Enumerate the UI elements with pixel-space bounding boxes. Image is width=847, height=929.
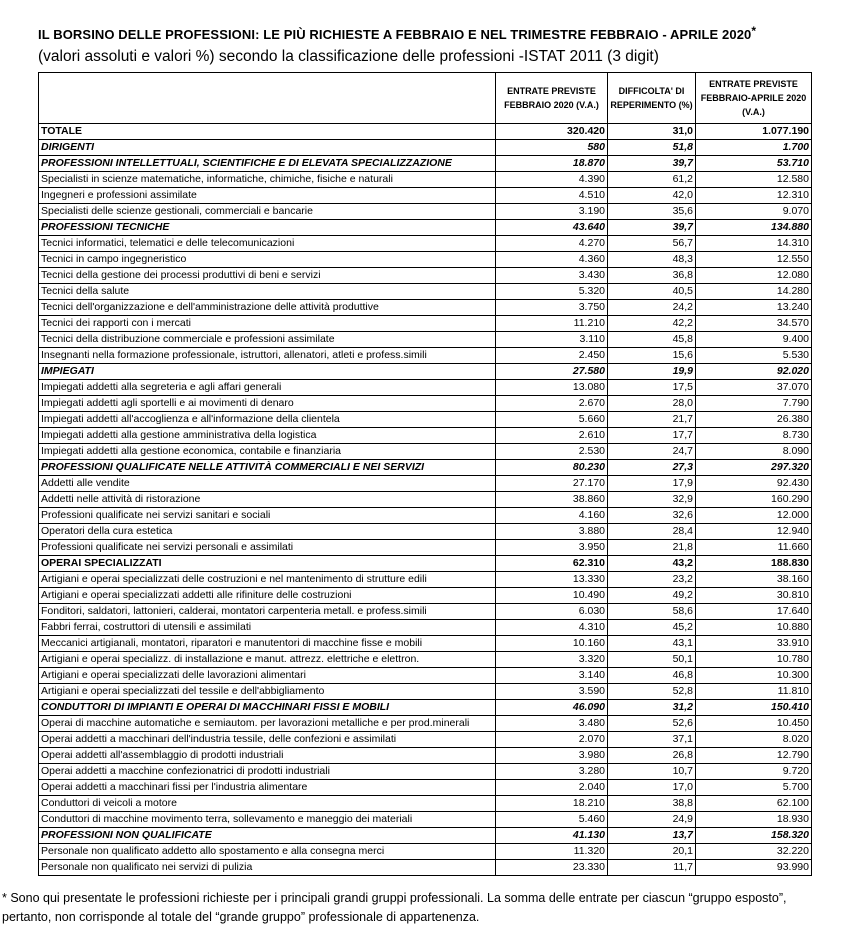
value-entrate-trimestre: 14.280	[696, 284, 812, 300]
value-entrate-febbraio: 38.860	[496, 492, 608, 508]
row-label: CONDUTTORI DI IMPIANTI E OPERAI DI MACCHINARI FISSI E MOBILI	[39, 700, 496, 716]
row-label: PROFESSIONI TECNICHE	[39, 220, 496, 236]
value-entrate-febbraio: 5.660	[496, 412, 608, 428]
value-entrate-febbraio: 3.280	[496, 764, 608, 780]
header-entrate-febbraio: ENTRATE PREVISTE FEBBRAIO 2020 (V.A.)	[496, 73, 608, 124]
value-entrate-febbraio: 11.210	[496, 316, 608, 332]
value-entrate-trimestre: 297.320	[696, 460, 812, 476]
value-difficolta: 38,8	[608, 796, 696, 812]
value-entrate-febbraio: 2.450	[496, 348, 608, 364]
row-label: Impiegati addetti alla gestione amministrativa della logistica	[39, 428, 496, 444]
value-entrate-febbraio: 4.390	[496, 172, 608, 188]
value-entrate-febbraio: 3.980	[496, 748, 608, 764]
table-row	[39, 588, 812, 604]
table-row	[39, 812, 812, 828]
value-entrate-trimestre: 12.080	[696, 268, 812, 284]
value-difficolta: 32,6	[608, 508, 696, 524]
table-row	[39, 252, 812, 268]
row-label: IMPIEGATI	[39, 364, 496, 380]
table-row	[39, 284, 812, 300]
value-difficolta: 17,9	[608, 476, 696, 492]
value-entrate-trimestre: 62.100	[696, 796, 812, 812]
value-entrate-trimestre: 33.910	[696, 636, 812, 652]
row-label: Specialisti in scienze matematiche, informatiche, chimiche, fisiche e naturali	[39, 172, 496, 188]
value-entrate-trimestre: 38.160	[696, 572, 812, 588]
table-row	[39, 204, 812, 220]
value-difficolta: 42,0	[608, 188, 696, 204]
value-difficolta: 23,2	[608, 572, 696, 588]
table-row	[39, 492, 812, 508]
table-row	[39, 412, 812, 428]
row-label: DIRIGENTI	[39, 140, 496, 156]
value-difficolta: 28,0	[608, 396, 696, 412]
value-entrate-febbraio: 580	[496, 140, 608, 156]
value-difficolta: 10,7	[608, 764, 696, 780]
value-entrate-trimestre: 14.310	[696, 236, 812, 252]
value-difficolta: 15,6	[608, 348, 696, 364]
value-entrate-trimestre: 37.070	[696, 380, 812, 396]
value-difficolta: 48,3	[608, 252, 696, 268]
row-label: Operai addetti a macchinari dell'industria tessile, delle confezioni e assimilati	[39, 732, 496, 748]
row-label: Artigiani e operai specializzati del tessile e dell'abbigliamento	[39, 684, 496, 700]
row-label: Addetti alle vendite	[39, 476, 496, 492]
value-entrate-febbraio: 23.330	[496, 860, 608, 876]
value-entrate-trimestre: 10.450	[696, 716, 812, 732]
value-entrate-febbraio: 2.040	[496, 780, 608, 796]
value-entrate-febbraio: 3.950	[496, 540, 608, 556]
value-entrate-trimestre: 134.880	[696, 220, 812, 236]
value-entrate-febbraio: 4.360	[496, 252, 608, 268]
value-entrate-febbraio: 6.030	[496, 604, 608, 620]
value-entrate-trimestre: 30.810	[696, 588, 812, 604]
value-difficolta: 51,8	[608, 140, 696, 156]
row-label: Addetti nelle attività di ristorazione	[39, 492, 496, 508]
table-row	[39, 172, 812, 188]
value-difficolta: 24,2	[608, 300, 696, 316]
value-difficolta: 40,5	[608, 284, 696, 300]
table-row	[39, 748, 812, 764]
table-row	[39, 844, 812, 860]
table-row	[39, 380, 812, 396]
value-entrate-febbraio: 4.310	[496, 620, 608, 636]
table-row	[39, 684, 812, 700]
row-label: TOTALE	[39, 124, 496, 140]
table-row	[39, 188, 812, 204]
value-entrate-trimestre: 92.430	[696, 476, 812, 492]
value-difficolta: 17,7	[608, 428, 696, 444]
value-entrate-febbraio: 18.870	[496, 156, 608, 172]
value-difficolta: 36,8	[608, 268, 696, 284]
row-label: Tecnici della salute	[39, 284, 496, 300]
value-entrate-febbraio: 3.190	[496, 204, 608, 220]
title-footnote-mark: *	[751, 24, 757, 38]
table-row	[39, 604, 812, 620]
table-row	[39, 636, 812, 652]
value-difficolta: 58,6	[608, 604, 696, 620]
value-difficolta: 31,0	[608, 124, 696, 140]
row-label: Impiegati addetti all'accoglienza e all'informazione della clientela	[39, 412, 496, 428]
row-label: OPERAI SPECIALIZZATI	[39, 556, 496, 572]
value-difficolta: 49,2	[608, 588, 696, 604]
value-entrate-trimestre: 188.830	[696, 556, 812, 572]
table-row	[39, 652, 812, 668]
value-difficolta: 39,7	[608, 220, 696, 236]
header-difficolta: DIFFICOLTA' DI REPERIMENTO (%)	[608, 73, 696, 124]
row-label: Insegnanti nella formazione professionale, istruttori, allenatori, atleti e profess.simili	[39, 348, 496, 364]
value-difficolta: 35,6	[608, 204, 696, 220]
row-label: Impiegati addetti agli sportelli e ai movimenti di denaro	[39, 396, 496, 412]
table-row	[39, 396, 812, 412]
row-label: Specialisti delle scienze gestionali, commerciali e bancarie	[39, 204, 496, 220]
table-row	[39, 828, 812, 844]
value-entrate-trimestre: 8.090	[696, 444, 812, 460]
table-row	[39, 364, 812, 380]
row-label: Impiegati addetti alla segreteria e agli affari generali	[39, 380, 496, 396]
value-entrate-febbraio: 27.170	[496, 476, 608, 492]
value-entrate-febbraio: 80.230	[496, 460, 608, 476]
table-row	[39, 668, 812, 684]
value-entrate-febbraio: 13.080	[496, 380, 608, 396]
table-row	[39, 156, 812, 172]
value-entrate-febbraio: 43.640	[496, 220, 608, 236]
title-text: IL BORSINO DELLE PROFESSIONI: LE PIÙ RICHIESTE A FEBBRAIO E NEL TRIMESTRE FEBBRAIO - APRILE 2020	[38, 27, 752, 42]
value-entrate-febbraio: 4.270	[496, 236, 608, 252]
row-label: Professioni qualificate nei servizi sanitari e sociali	[39, 508, 496, 524]
value-entrate-trimestre: 5.530	[696, 348, 812, 364]
value-entrate-febbraio: 3.750	[496, 300, 608, 316]
value-entrate-febbraio: 3.320	[496, 652, 608, 668]
value-entrate-trimestre: 26.380	[696, 412, 812, 428]
table-row	[39, 860, 812, 876]
value-entrate-trimestre: 8.020	[696, 732, 812, 748]
table-row	[39, 332, 812, 348]
value-entrate-febbraio: 3.140	[496, 668, 608, 684]
value-entrate-febbraio: 62.310	[496, 556, 608, 572]
value-entrate-trimestre: 32.220	[696, 844, 812, 860]
value-entrate-trimestre: 12.580	[696, 172, 812, 188]
value-difficolta: 13,7	[608, 828, 696, 844]
value-entrate-trimestre: 5.700	[696, 780, 812, 796]
value-entrate-trimestre: 12.940	[696, 524, 812, 540]
value-entrate-febbraio: 27.580	[496, 364, 608, 380]
value-entrate-trimestre: 12.790	[696, 748, 812, 764]
table-row	[39, 348, 812, 364]
value-difficolta: 52,6	[608, 716, 696, 732]
value-entrate-trimestre: 17.640	[696, 604, 812, 620]
table-row	[39, 140, 812, 156]
value-entrate-febbraio: 320.420	[496, 124, 608, 140]
value-difficolta: 43,2	[608, 556, 696, 572]
value-difficolta: 50,1	[608, 652, 696, 668]
value-entrate-trimestre: 9.720	[696, 764, 812, 780]
row-label: PROFESSIONI INTELLETTUALI, SCIENTIFICHE E DI ELEVATA SPECIALIZZAZIONE	[39, 156, 496, 172]
table-header-row	[39, 73, 812, 124]
table-row	[39, 268, 812, 284]
value-difficolta: 39,7	[608, 156, 696, 172]
value-entrate-trimestre: 1.077.190	[696, 124, 812, 140]
value-difficolta: 45,8	[608, 332, 696, 348]
value-entrate-trimestre: 13.240	[696, 300, 812, 316]
page-title	[38, 24, 828, 42]
value-entrate-febbraio: 3.590	[496, 684, 608, 700]
table-row	[39, 428, 812, 444]
table-row	[39, 236, 812, 252]
row-label: Tecnici della distribuzione commerciale e professioni assimilate	[39, 332, 496, 348]
row-label: Tecnici informatici, telematici e delle telecomunicazioni	[39, 236, 496, 252]
value-entrate-febbraio: 3.110	[496, 332, 608, 348]
value-entrate-febbraio: 5.460	[496, 812, 608, 828]
table-row	[39, 300, 812, 316]
value-difficolta: 19,9	[608, 364, 696, 380]
professions-table	[38, 72, 812, 876]
value-entrate-trimestre: 7.790	[696, 396, 812, 412]
value-entrate-febbraio: 10.160	[496, 636, 608, 652]
header-entrate-trimestre: ENTRATE PREVISTE FEBBRAIO-APRILE 2020 (V.A.)	[696, 73, 812, 124]
table-row	[39, 620, 812, 636]
value-entrate-trimestre: 11.660	[696, 540, 812, 556]
row-label: Personale non qualificato addetto allo spostamento e alla consegna merci	[39, 844, 496, 860]
value-difficolta: 43,1	[608, 636, 696, 652]
footnote: * Sono qui presentate le professioni richieste per i principali grandi gruppi professionali. La somma delle entrate per ciascun “gruppo esposto”, pertanto, non corrisponde al totale del “grande gruppo” professionale di appartenenza.	[2, 891, 787, 924]
row-label: PROFESSIONI QUALIFICATE NELLE ATTIVITÀ COMMERCIALI E NEI SERVIZI	[39, 460, 496, 476]
value-entrate-febbraio: 5.320	[496, 284, 608, 300]
row-label: Ingegneri e professioni assimilate	[39, 188, 496, 204]
table-row	[39, 764, 812, 780]
value-entrate-trimestre: 93.990	[696, 860, 812, 876]
value-entrate-febbraio: 4.160	[496, 508, 608, 524]
value-entrate-trimestre: 1.700	[696, 140, 812, 156]
row-label: Tecnici dell'organizzazione e dell'amministrazione delle attività produttive	[39, 300, 496, 316]
value-difficolta: 24,7	[608, 444, 696, 460]
row-label: Impiegati addetti alla gestione economica, contabile e finanziaria	[39, 444, 496, 460]
value-entrate-febbraio: 11.320	[496, 844, 608, 860]
row-label: Operai addetti a macchinari fissi per l'industria alimentare	[39, 780, 496, 796]
value-entrate-trimestre: 9.070	[696, 204, 812, 220]
value-entrate-trimestre: 53.710	[696, 156, 812, 172]
value-entrate-trimestre: 12.000	[696, 508, 812, 524]
value-entrate-trimestre: 18.930	[696, 812, 812, 828]
table-row	[39, 540, 812, 556]
value-entrate-trimestre: 92.020	[696, 364, 812, 380]
value-difficolta: 21,8	[608, 540, 696, 556]
value-entrate-febbraio: 2.670	[496, 396, 608, 412]
value-difficolta: 37,1	[608, 732, 696, 748]
row-label: Tecnici della gestione dei processi produttivi di beni e servizi	[39, 268, 496, 284]
row-label: Personale non qualificato nei servizi di pulizia	[39, 860, 496, 876]
row-label: Operai addetti a macchine confezionatrici di prodotti industriali	[39, 764, 496, 780]
value-difficolta: 11,7	[608, 860, 696, 876]
row-label: Conduttori di macchine movimento terra, sollevamento e maneggio dei materiali	[39, 812, 496, 828]
table-row	[39, 732, 812, 748]
table-row	[39, 572, 812, 588]
value-entrate-trimestre: 34.570	[696, 316, 812, 332]
value-entrate-febbraio: 46.090	[496, 700, 608, 716]
value-entrate-febbraio: 13.330	[496, 572, 608, 588]
table-row	[39, 124, 812, 140]
table-row	[39, 700, 812, 716]
row-label: Fonditori, saldatori, lattonieri, calderai, montatori carpenteria metall. e profess.simili	[39, 604, 496, 620]
value-entrate-febbraio: 2.530	[496, 444, 608, 460]
value-entrate-trimestre: 150.410	[696, 700, 812, 716]
value-entrate-febbraio: 10.490	[496, 588, 608, 604]
page-subtitle: (valori assoluti e valori %) secondo la classificazione delle professioni -ISTAT 2011 (3 digit)	[38, 48, 659, 65]
value-entrate-febbraio: 2.610	[496, 428, 608, 444]
table-row	[39, 524, 812, 540]
row-label: Professioni qualificate nei servizi personali e assimilati	[39, 540, 496, 556]
header-profession	[39, 73, 496, 124]
table-row	[39, 780, 812, 796]
value-entrate-febbraio: 18.210	[496, 796, 608, 812]
value-entrate-trimestre: 11.810	[696, 684, 812, 700]
value-difficolta: 56,7	[608, 236, 696, 252]
value-entrate-trimestre: 10.300	[696, 668, 812, 684]
row-label: Artigiani e operai specializzati addetti alle rifiniture delle costruzioni	[39, 588, 496, 604]
value-difficolta: 20,1	[608, 844, 696, 860]
value-difficolta: 32,9	[608, 492, 696, 508]
value-difficolta: 24,9	[608, 812, 696, 828]
value-difficolta: 21,7	[608, 412, 696, 428]
value-entrate-trimestre: 10.880	[696, 620, 812, 636]
value-entrate-febbraio: 3.880	[496, 524, 608, 540]
table-row	[39, 316, 812, 332]
value-difficolta: 17,5	[608, 380, 696, 396]
value-entrate-trimestre: 160.290	[696, 492, 812, 508]
row-label: Fabbri ferrai, costruttori di utensili e assimilati	[39, 620, 496, 636]
value-difficolta: 45,2	[608, 620, 696, 636]
row-label: Conduttori di veicoli a motore	[39, 796, 496, 812]
row-label: Operatori della cura estetica	[39, 524, 496, 540]
table-row	[39, 716, 812, 732]
table-row	[39, 476, 812, 492]
value-difficolta: 17,0	[608, 780, 696, 796]
value-difficolta: 31,2	[608, 700, 696, 716]
table-body	[39, 124, 812, 876]
row-label: PROFESSIONI NON QUALIFICATE	[39, 828, 496, 844]
value-entrate-trimestre: 10.780	[696, 652, 812, 668]
value-entrate-trimestre: 9.400	[696, 332, 812, 348]
row-label: Artigiani e operai specializzati delle lavorazioni alimentari	[39, 668, 496, 684]
table-row	[39, 444, 812, 460]
value-entrate-trimestre: 12.550	[696, 252, 812, 268]
value-difficolta: 26,8	[608, 748, 696, 764]
row-label: Meccanici artigianali, montatori, riparatori e manutentori di macchine fisse e mobili	[39, 636, 496, 652]
value-entrate-febbraio: 3.430	[496, 268, 608, 284]
value-entrate-trimestre: 12.310	[696, 188, 812, 204]
row-label: Operai addetti all'assemblaggio di prodotti industriali	[39, 748, 496, 764]
table-row	[39, 508, 812, 524]
row-label: Operai di macchine automatiche e semiautom. per lavorazioni metalliche e per prod.minerali	[39, 716, 496, 732]
table-row	[39, 460, 812, 476]
value-difficolta: 52,8	[608, 684, 696, 700]
table-row	[39, 796, 812, 812]
value-difficolta: 28,4	[608, 524, 696, 540]
value-entrate-febbraio: 2.070	[496, 732, 608, 748]
value-entrate-trimestre: 158.320	[696, 828, 812, 844]
row-label: Artigiani e operai specializz. di installazione e manut. attrezz. elettriche e elettron.	[39, 652, 496, 668]
value-entrate-febbraio: 3.480	[496, 716, 608, 732]
value-difficolta: 27,3	[608, 460, 696, 476]
table-row	[39, 556, 812, 572]
value-entrate-trimestre: 8.730	[696, 428, 812, 444]
value-entrate-febbraio: 4.510	[496, 188, 608, 204]
row-label: Tecnici in campo ingegneristico	[39, 252, 496, 268]
table-row	[39, 220, 812, 236]
row-label: Tecnici dei rapporti con i mercati	[39, 316, 496, 332]
value-difficolta: 61,2	[608, 172, 696, 188]
value-entrate-febbraio: 41.130	[496, 828, 608, 844]
value-difficolta: 46,8	[608, 668, 696, 684]
value-difficolta: 42,2	[608, 316, 696, 332]
row-label: Artigiani e operai specializzati delle costruzioni e nel mantenimento di strutture edili	[39, 572, 496, 588]
